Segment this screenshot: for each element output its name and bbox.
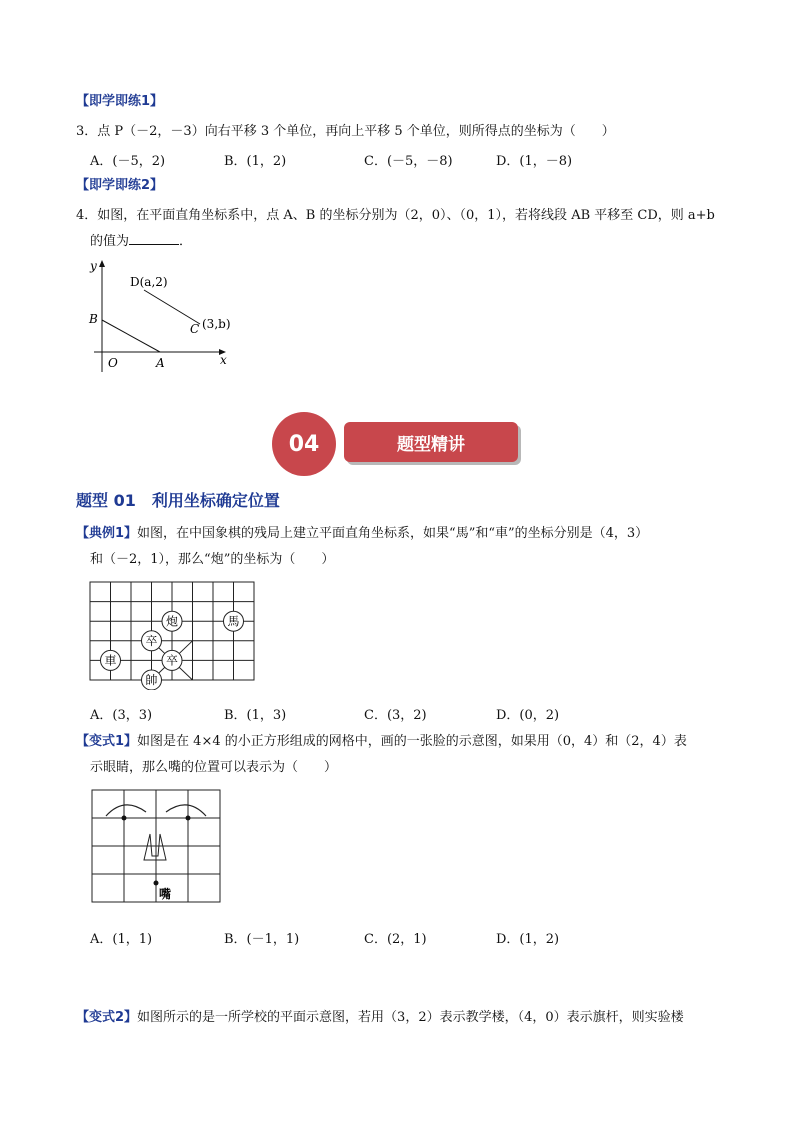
piece-zu-2 bbox=[162, 650, 182, 670]
option-d: D．(1，－8) bbox=[496, 154, 573, 169]
point-a-label: A bbox=[156, 356, 165, 370]
option-b: B．(－1，1) bbox=[224, 932, 300, 947]
right-eyebrow bbox=[166, 805, 206, 816]
example1-line2: 和（－2，1），那么“炮”的坐标为（ ） bbox=[90, 552, 335, 567]
section-number-badge bbox=[272, 412, 336, 476]
practice1-tag: 【即学即练1】 bbox=[76, 94, 164, 109]
question-3: 3．点 P（－2，－3）向右平移 3 个单位，再向上平移 5 个单位，则所得点的坐标为（ ） bbox=[76, 124, 615, 139]
option-d: D．(0，2) bbox=[496, 708, 560, 723]
svg-text:卒: 卒 bbox=[165, 653, 179, 668]
variant2-text1: 如图所示的是一所学校的平面示意图，若用（3，2）表示教学楼，（4，0）表示旗杆，则实验楼 bbox=[137, 1010, 684, 1025]
svg-text:帥: 帥 bbox=[145, 673, 158, 687]
example1-tag: 【典例1】 bbox=[76, 526, 138, 541]
origin-label: O bbox=[108, 356, 118, 370]
example1-line1 bbox=[76, 524, 648, 544]
variant1-tag: 【变式1】 bbox=[76, 734, 138, 749]
point-c-label: C bbox=[190, 322, 200, 336]
variant2-tag: 【变式2】 bbox=[76, 1010, 138, 1025]
nose bbox=[144, 834, 166, 860]
section-title: 题型精讲 bbox=[397, 434, 465, 455]
section-title-banner bbox=[344, 422, 518, 462]
piece-zu-1 bbox=[142, 631, 162, 651]
segment-ab bbox=[102, 320, 160, 352]
option-a: A．(1，1) bbox=[90, 932, 153, 947]
mouth-label: 嘴 bbox=[159, 887, 172, 901]
question-4-line2 bbox=[90, 232, 192, 252]
mouth-dot bbox=[154, 881, 159, 886]
svg-text:炮: 炮 bbox=[165, 614, 179, 629]
svg-text:卒: 卒 bbox=[145, 634, 158, 648]
example1-text1: 如图，在中国象棋的残局上建立平面直角坐标系，如果“馬”和“車”的坐标分别是（4，3） bbox=[137, 526, 649, 541]
left-eye-dot bbox=[122, 816, 127, 821]
point-d-label: D(a,2) bbox=[130, 275, 168, 289]
option-d: D．(1，2) bbox=[496, 932, 560, 947]
y-label: y bbox=[90, 259, 97, 273]
question-3-options bbox=[90, 150, 790, 170]
piece-shuai bbox=[142, 670, 162, 690]
option-b: B．(1，2) bbox=[224, 154, 287, 169]
piece-ma bbox=[224, 611, 244, 631]
face-grid-figure bbox=[88, 786, 224, 910]
practice2-tag: 【即学即练2】 bbox=[76, 178, 164, 193]
piece-ju bbox=[101, 650, 121, 670]
option-c: C．(－5，－8) bbox=[364, 154, 453, 169]
segment-cd bbox=[144, 290, 200, 324]
question-4-line1: 4．如图，在平面直角坐标系中，点 A、B 的坐标分别为（2，0）、（0，1），若将线段 AB 平移至 CD，则 a+b bbox=[76, 208, 715, 223]
section-number: 04 bbox=[288, 431, 320, 457]
point-c-coord: (3,b) bbox=[202, 317, 231, 331]
piece-pao bbox=[162, 611, 182, 631]
point-b-label: B bbox=[89, 312, 98, 326]
svg-text:馬: 馬 bbox=[227, 614, 240, 629]
y-axis-arrow bbox=[99, 260, 105, 267]
option-c: C．(3，2) bbox=[364, 708, 427, 723]
right-eye-dot bbox=[186, 816, 191, 821]
option-a: A．(3，3) bbox=[90, 708, 153, 723]
option-a: A．(－5，2) bbox=[90, 154, 166, 169]
variant2-line1 bbox=[76, 1008, 684, 1028]
variant1-line1 bbox=[76, 732, 687, 752]
option-b: B．(1，3) bbox=[224, 708, 287, 723]
variant1-text1: 如图是在 4×4 的小正方形组成的网格中，画的一张脸的示意图，如果用（0，4）和（2，4）表 bbox=[137, 734, 687, 749]
svg-text:車: 車 bbox=[104, 653, 117, 668]
variant1-line2: 示眼睛，那么嘴的位置可以表示为（ ） bbox=[90, 760, 338, 775]
example1-options bbox=[90, 704, 790, 724]
x-label: x bbox=[220, 353, 227, 367]
coordinate-figure bbox=[86, 256, 246, 376]
variant1-options bbox=[90, 928, 790, 948]
question-4-suffix: ． bbox=[179, 234, 193, 249]
left-eyebrow bbox=[106, 805, 146, 816]
question-4-prefix: 的值为 bbox=[90, 234, 130, 249]
answer-blank bbox=[129, 232, 179, 245]
option-c: C．(2，1) bbox=[364, 932, 427, 947]
type01-heading: 题型 01 利用坐标确定位置 bbox=[76, 491, 280, 510]
chess-board-figure bbox=[88, 580, 258, 690]
